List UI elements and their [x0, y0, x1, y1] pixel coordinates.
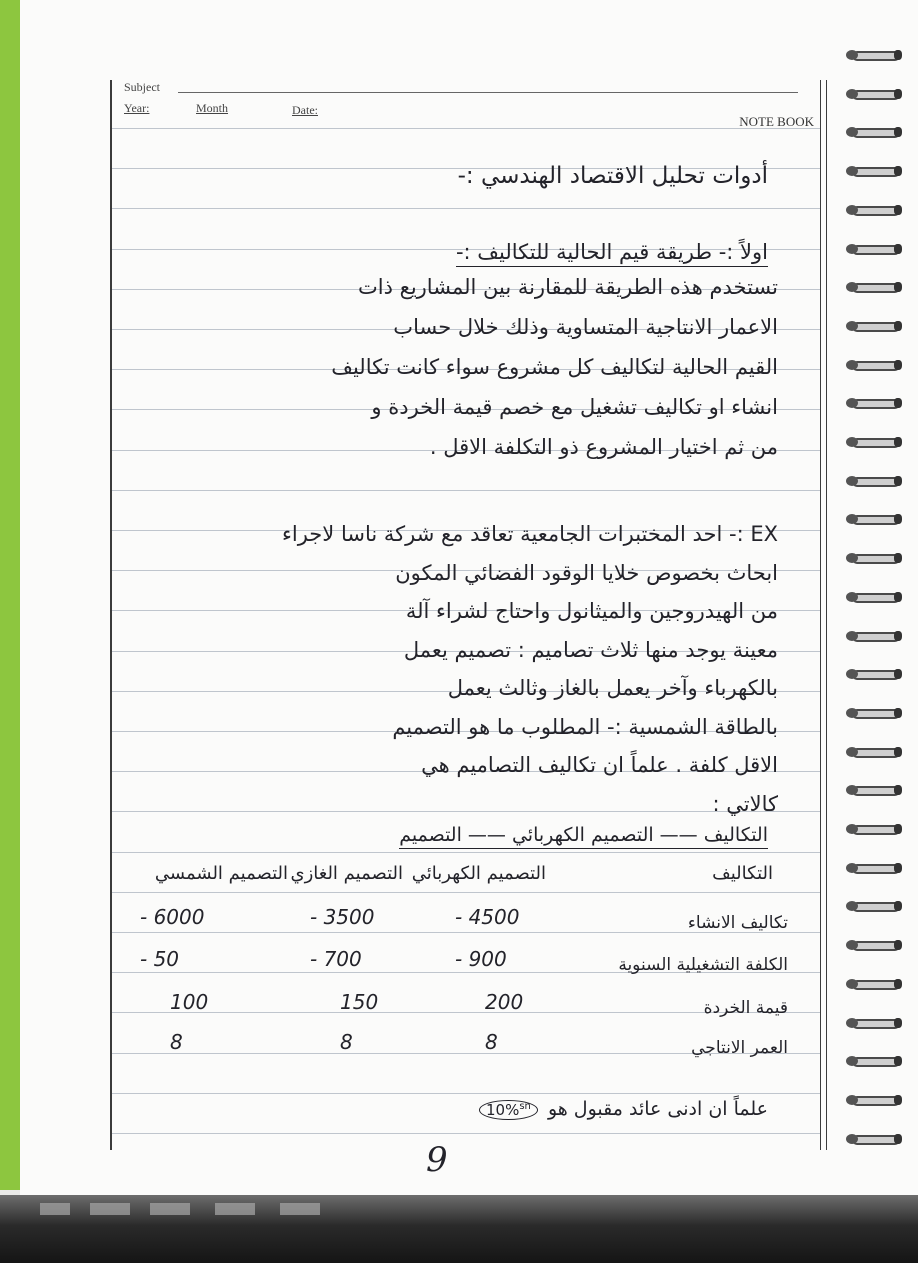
page-number: 9 — [426, 1140, 448, 1180]
spiral-ring — [846, 358, 904, 372]
table-header: التصميم الكهربائي — [411, 863, 546, 884]
table-header: التصميم الشمسي — [154, 863, 288, 884]
example-line: كالاتي : — [712, 791, 778, 816]
example-line: معينة يوجد منها ثلاث تصاميم : تصميم يعمل — [403, 637, 778, 662]
spiral-ring — [846, 1132, 904, 1146]
spiral-ring — [846, 319, 904, 333]
example-line: الاقل كلفة . علماً ان تكاليف التصاميم هي — [421, 753, 778, 777]
spiral-ring — [846, 551, 904, 565]
example-line: بالكهرباء وآخر يعمل بالغاز وثالث يعمل — [447, 676, 778, 700]
ruled-line — [110, 1133, 820, 1134]
table-cell-solar: - 6000 — [140, 905, 205, 929]
table-cell-gas: 150 — [340, 990, 379, 1014]
spiral-ring — [846, 48, 904, 62]
spiral-ring — [846, 242, 904, 256]
table-cell-electric: - 4500 — [455, 905, 520, 929]
spiral-ring — [846, 1054, 904, 1068]
intro-line: تستخدم هذه الطريقة للمقارنة بين المشاريع ذات — [358, 275, 778, 299]
spiral-ring — [846, 512, 904, 526]
notebook-brand: NOTE BOOK — [739, 114, 814, 129]
film-mark — [90, 1203, 130, 1215]
green-edge — [0, 0, 20, 1190]
spiral-ring — [846, 706, 904, 720]
table-header: التكاليف — [712, 863, 773, 884]
spiral-ring — [846, 667, 904, 681]
table-cell-gas: 8 — [340, 1030, 353, 1054]
table-cell-solar: 100 — [170, 990, 209, 1014]
spiral-ring — [846, 280, 904, 294]
spiral-ring — [846, 435, 904, 449]
film-mark — [215, 1203, 255, 1215]
film-mark — [40, 1203, 70, 1215]
right-margin-line-2 — [826, 80, 827, 1150]
table-cell-electric: 8 — [485, 1030, 498, 1054]
month-label: Month — [196, 101, 229, 115]
left-margin-line — [110, 80, 112, 1150]
spiral-ring — [846, 977, 904, 991]
example-line: بالطاقة الشمسية :- المطلوب ما هو التصميم — [392, 714, 778, 739]
spiral-ring — [846, 1016, 904, 1030]
minimum-rate-value — [479, 1100, 538, 1120]
spiral-ring — [846, 396, 904, 410]
spiral-ring — [846, 164, 904, 178]
table-cell-solar: - 50 — [140, 947, 180, 971]
scan-shadow-strip — [0, 1195, 918, 1263]
subject-line — [178, 92, 798, 93]
spiral-ring — [846, 203, 904, 217]
example-line: EX :- احد المختبرات الجامعية تعاقد مع شركة ناسا لاجراء — [282, 522, 778, 546]
spiral-ring — [846, 125, 904, 139]
spiral-ring — [846, 861, 904, 875]
section-heading: اولاً :- طريقة قيم الحالية للتكاليف :- — [456, 240, 768, 267]
example-line: من الهيدروجين والميثانول واحتاج لشراء آلة — [405, 599, 778, 623]
table-cell-gas: - 700 — [310, 947, 362, 971]
date-label: Date: — [292, 103, 318, 117]
intro-line: من ثم اختيار المشروع ذو التكلفة الاقل . — [429, 435, 778, 459]
spiral-ring — [846, 590, 904, 604]
table-cell-gas: - 3500 — [310, 905, 375, 929]
film-mark — [280, 1203, 320, 1215]
table-header: التصميم الغازي — [290, 863, 403, 884]
spiral-ring — [846, 938, 904, 952]
ruled-line — [110, 892, 820, 893]
table-row-label: قيمة الخردة — [703, 998, 788, 1018]
film-mark — [150, 1203, 190, 1215]
page-title: أدوات تحليل الاقتصاد الهندسي :- — [457, 163, 768, 189]
rate-annotation: sn — [519, 1101, 531, 1112]
year-label: Year: — [124, 101, 150, 115]
ruled-line — [110, 128, 820, 129]
minimum-rate-text: علماً ان ادنى عائد مقبول هو — [547, 1098, 768, 1120]
intro-line: القيم الحالية لتكاليف كل مشروع سواء كانت تكاليف — [331, 355, 778, 379]
spiral-ring — [846, 783, 904, 797]
ruled-line — [110, 490, 820, 491]
ruled-line — [110, 208, 820, 209]
ruled-line — [110, 1093, 820, 1094]
table-row-label: العمر الانتاجي — [691, 1038, 788, 1058]
spiral-ring — [846, 899, 904, 913]
spiral-ring — [846, 822, 904, 836]
rate-percent: 10% — [485, 1101, 520, 1119]
table-cell-solar: 8 — [170, 1030, 183, 1054]
spiral-ring — [846, 629, 904, 643]
table-caption: التكاليف —— التصميم الكهربائي —— التصميم — [399, 824, 768, 849]
spiral-ring — [846, 745, 904, 759]
table-row-label: الكلفة التشغيلية السنوية — [618, 955, 788, 975]
table-row-label: تكاليف الانشاء — [687, 913, 788, 933]
minimum-rate-note — [475, 1098, 768, 1120]
right-margin-line — [820, 80, 821, 1150]
spiral-ring — [846, 1093, 904, 1107]
intro-line: انشاء او تكاليف تشغيل مع خصم قيمة الخردة و — [371, 395, 778, 419]
subject-label: Subject — [124, 80, 160, 94]
spiral-ring — [846, 87, 904, 101]
table-cell-electric: - 900 — [455, 947, 507, 971]
ruled-line — [110, 852, 820, 853]
example-line: ابحاث بخصوص خلايا الوقود الفضائي المكون — [395, 560, 778, 585]
table-cell-electric: 200 — [485, 990, 524, 1014]
intro-line: الاعمار الانتاجية المتساوية وذلك خلال حساب — [393, 315, 778, 339]
spiral-ring — [846, 474, 904, 488]
